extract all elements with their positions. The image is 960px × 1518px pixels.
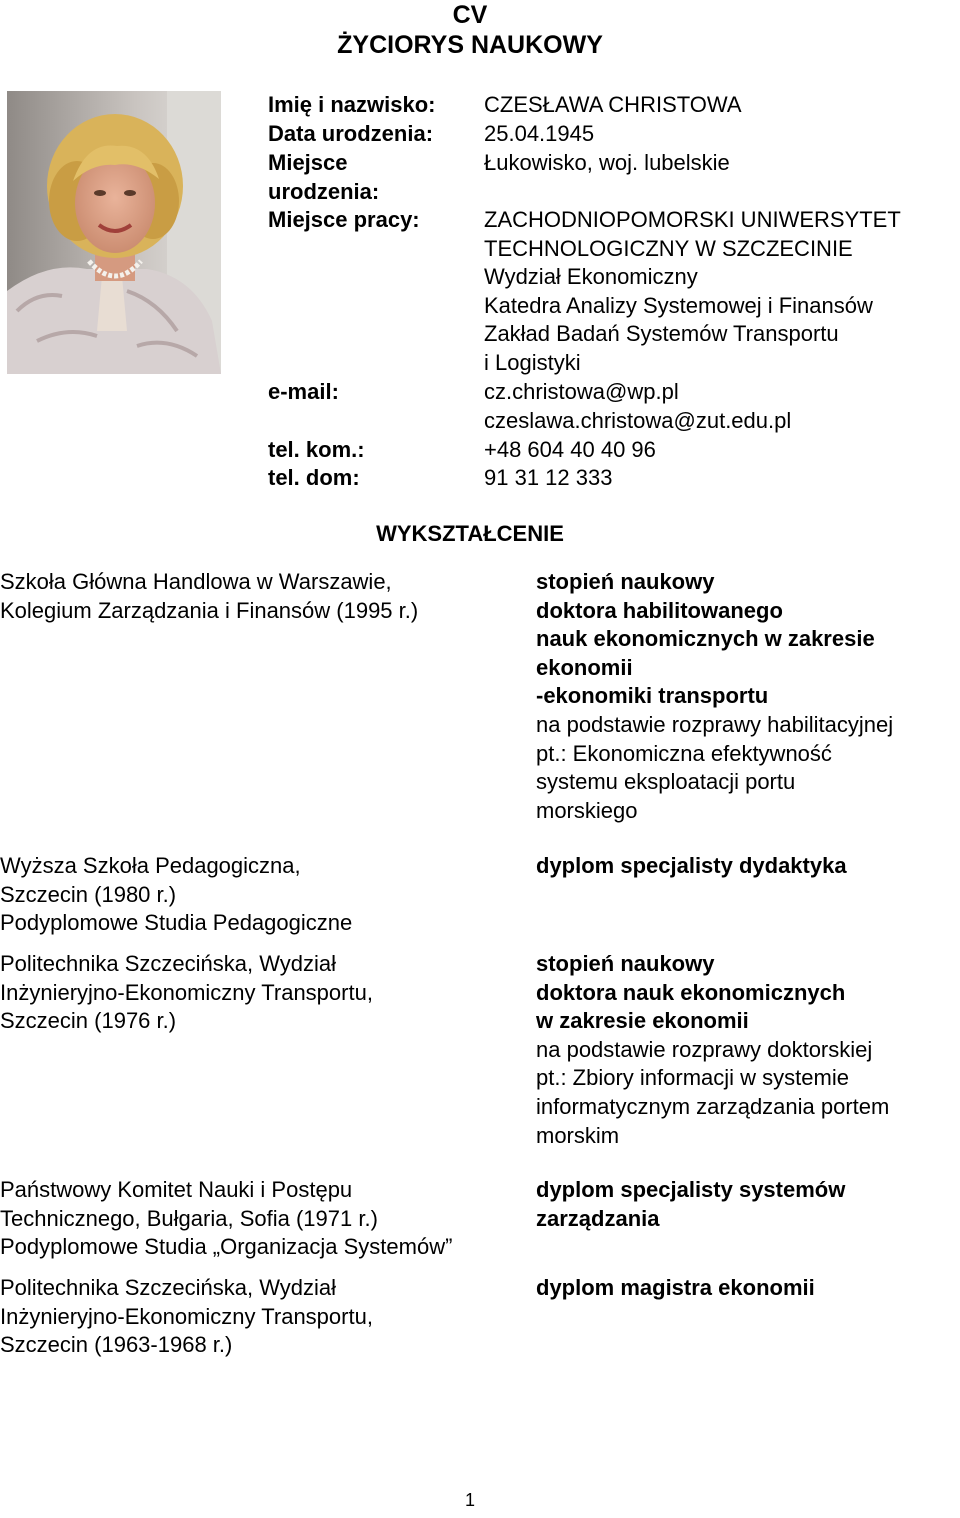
education-entry-3-institution: [0, 950, 520, 1036]
birthplace-value: Łukowisko, woj. lubelskie: [484, 150, 730, 175]
workplace-value: [484, 206, 901, 378]
cv-title: CV: [452, 1, 488, 29]
institution-line: Szkoła Główna Handlowa w Warszawie,: [0, 569, 392, 594]
institution-line: Szczecin (1976 r.): [0, 1008, 177, 1034]
institution-line: Kolegium Zarządzania i Finansów (1995 r.): [0, 597, 419, 623]
thesis-line: morskiego: [536, 797, 638, 823]
birthplace-label-line1: Miejsce: [268, 150, 348, 175]
email-link-1[interactable]: cz.christowa@wp.pl: [484, 379, 679, 404]
degree-line: nauk ekonomicznych w zakresie: [536, 626, 875, 652]
degree-line: w zakresie ekonomii: [536, 1008, 749, 1034]
home-phone-value: 91 31 12 333: [484, 465, 613, 490]
degree-line: doktora nauk ekonomicznych: [536, 979, 846, 1005]
page-number: 1: [464, 1490, 475, 1510]
institution-line: Państwowy Komitet Nauki i Postępu: [0, 1177, 353, 1202]
workplace-line: TECHNOLOGICZNY W SZCZECINIE: [484, 235, 853, 261]
birthdate-value: 25.04.1945: [484, 121, 595, 146]
workplace-line: i Logistyki: [484, 349, 581, 375]
mobile-label: tel. kom.:: [268, 437, 365, 462]
institution-line: Technicznego, Bułgaria, Sofia (1971 r.): [0, 1205, 378, 1231]
institution-line: Podyplomowe Studia Pedagogiczne: [0, 910, 353, 936]
workplace-line: Katedra Analizy Systemowej i Finansów: [484, 292, 873, 318]
workplace-line: Zakład Badań Systemów Transportu: [484, 321, 839, 347]
degree-line: doktora habilitowanego: [536, 597, 783, 623]
name-value: CZESŁAWA CHRISTOWA: [484, 92, 742, 117]
institution-line: Politechnika Szczecińska, Wydział: [0, 951, 337, 976]
page-title: ŻYCIORYS NAUKOWY: [337, 31, 603, 59]
education-entry-4-degree: [536, 1176, 956, 1233]
email-label: e-mail:: [268, 379, 339, 404]
education-entry-2-institution: [0, 852, 520, 938]
degree-line: stopień naukowy: [536, 951, 715, 976]
institution-line: Szczecin (1963-1968 r.): [0, 1332, 233, 1358]
portrait-photo: [7, 91, 221, 374]
portrait-illustration: [7, 91, 221, 374]
education-entry-3-degree: [536, 950, 956, 1150]
degree-line: dyplom magistra ekonomii: [536, 1275, 815, 1300]
education-entry-2-degree: [536, 852, 956, 881]
thesis-line: systemu eksploatacji portu: [536, 769, 796, 795]
institution-line: Inżynieryjno-Ekonomiczny Transportu,: [0, 1303, 373, 1329]
education-entry-4-institution: [0, 1176, 520, 1262]
education-entry-1-degree: [536, 568, 956, 825]
institution-line: Inżynieryjno-Ekonomiczny Transportu,: [0, 979, 373, 1005]
email-list: [484, 378, 791, 435]
institution-line: Szczecin (1980 r.): [0, 881, 177, 907]
thesis-line: pt.: Ekonomiczna efektywność: [536, 740, 832, 766]
workplace-label: Miejsce pracy:: [268, 207, 420, 232]
degree-line: dyplom specjalisty systemów: [536, 1177, 846, 1202]
name-label: Imię i nazwisko:: [268, 92, 436, 117]
home-phone-label: tel. dom:: [268, 465, 360, 490]
workplace-line: ZACHODNIOPOMORSKI UNIWERSYTET: [484, 207, 901, 232]
thesis-line: na podstawie rozprawy doktorskiej: [536, 1036, 873, 1062]
degree-line: -ekonomiki transportu: [536, 683, 769, 709]
thesis-line: pt.: Zbiory informacji w systemie: [536, 1065, 849, 1091]
education-entry-5-institution: [0, 1274, 520, 1360]
email-link-2[interactable]: czeslawa.christowa@zut.edu.pl: [484, 407, 792, 433]
workplace-line: Wydział Ekonomiczny: [484, 264, 698, 290]
degree-line: zarządzania: [536, 1205, 660, 1231]
education-entry-5-degree: [536, 1274, 956, 1303]
education-entry-1-institution: [0, 568, 520, 625]
thesis-line: na podstawie rozprawy habilitacyjnej: [536, 711, 894, 737]
degree-line: ekonomii: [536, 654, 633, 680]
institution-line: Wyższa Szkoła Pedagogiczna,: [0, 853, 301, 878]
education-heading: WYKSZTAŁCENIE: [376, 521, 564, 546]
birthplace-label-line2: urodzenia:: [268, 179, 380, 204]
degree-line: stopień naukowy: [536, 569, 715, 594]
mobile-value: +48 604 40 40 96: [484, 437, 656, 462]
birthdate-label: Data urodzenia:: [268, 121, 434, 146]
thesis-line: morskim: [536, 1122, 620, 1148]
thesis-line: informatycznym zarządzania portem: [536, 1093, 890, 1119]
degree-line: dyplom specjalisty dydaktyka: [536, 853, 847, 878]
institution-line: Politechnika Szczecińska, Wydział: [0, 1275, 337, 1300]
institution-line: Podyplomowe Studia „Organizacja Systemów”: [0, 1234, 453, 1260]
